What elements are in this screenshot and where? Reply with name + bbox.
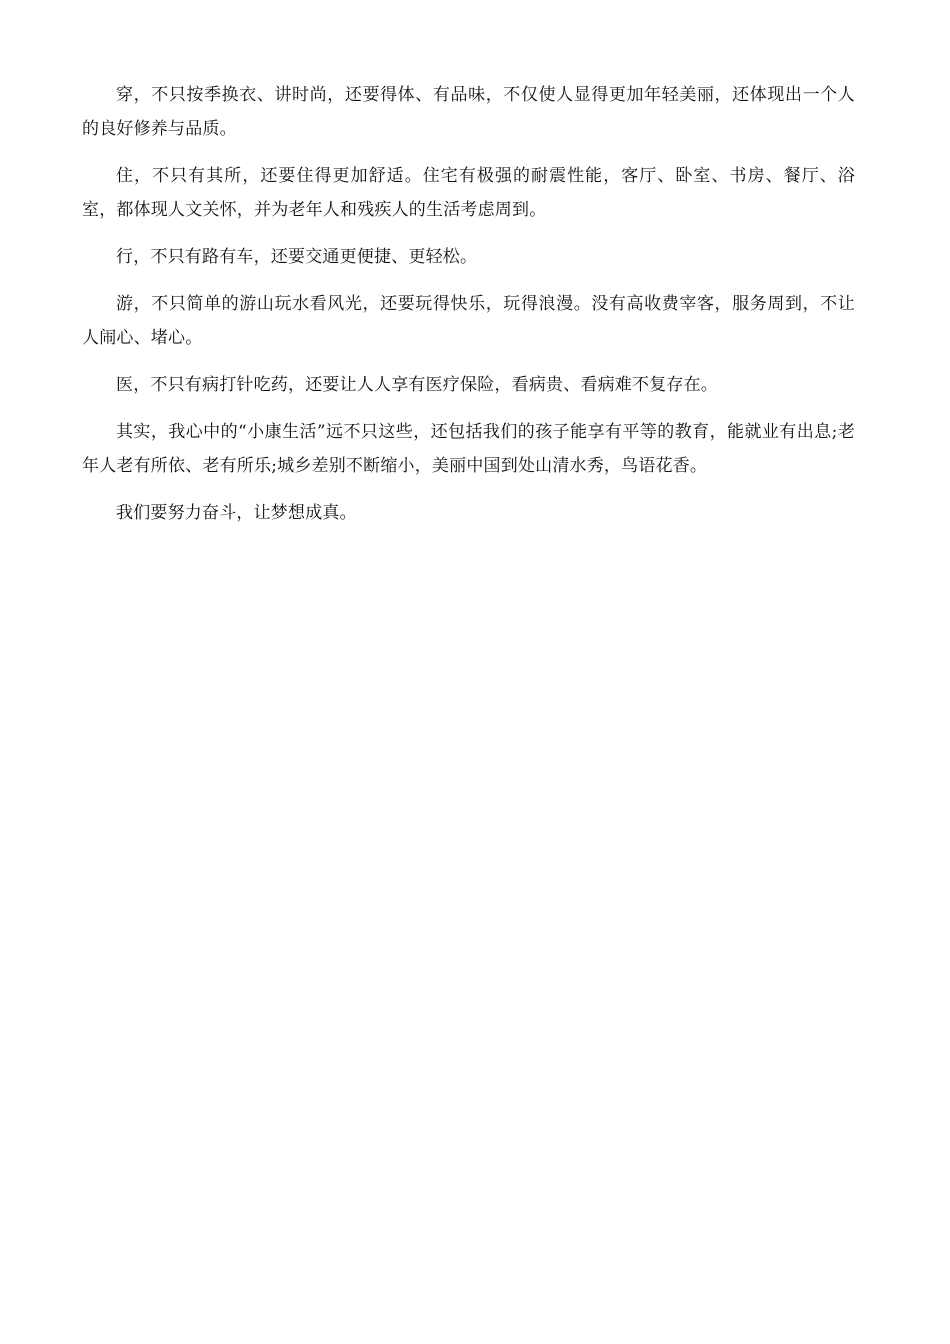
paragraph-transport: 行，不只有路有车，还要交通更便捷、更轻松。 [116,247,478,267]
paragraph-clothing: 穿，不只按季换衣、讲时尚，还要得体、有品味，不仅使人显得更加年轻美丽，还体现出一个人的良好修养与品质。 [82,85,855,139]
paragraph-housing: 住，不只有其所，还要住得更加舒适。住宅有极强的耐震性能，客厅、卧室、书房、餐厅、浴室，都体现人文关怀，并为老年人和残疾人的生活考虑周到。 [82,166,855,220]
paragraph-closing: 我们要努力奋斗，让梦想成真。 [116,503,357,523]
paragraph-summary: 其实，我心中的“小康生活”远不只这些，还包括我们的孩子能享有平等的教育，能就业有出息;老年人老有所依、老有所乐;城乡差别不断缩小，美丽中国到处山清水秀，鸟语花香。 [82,422,855,476]
paragraph-travel: 游，不只简单的游山玩水看风光，还要玩得快乐，玩得浪漫。没有高收费宰客，服务周到，不让人闹心、堵心。 [82,294,855,348]
paragraph-medical: 医，不只有病打针吃药，还要让人人享有医疗保险，看病贵、看病难不复存在。 [116,375,718,395]
document-page [82,78,855,543]
